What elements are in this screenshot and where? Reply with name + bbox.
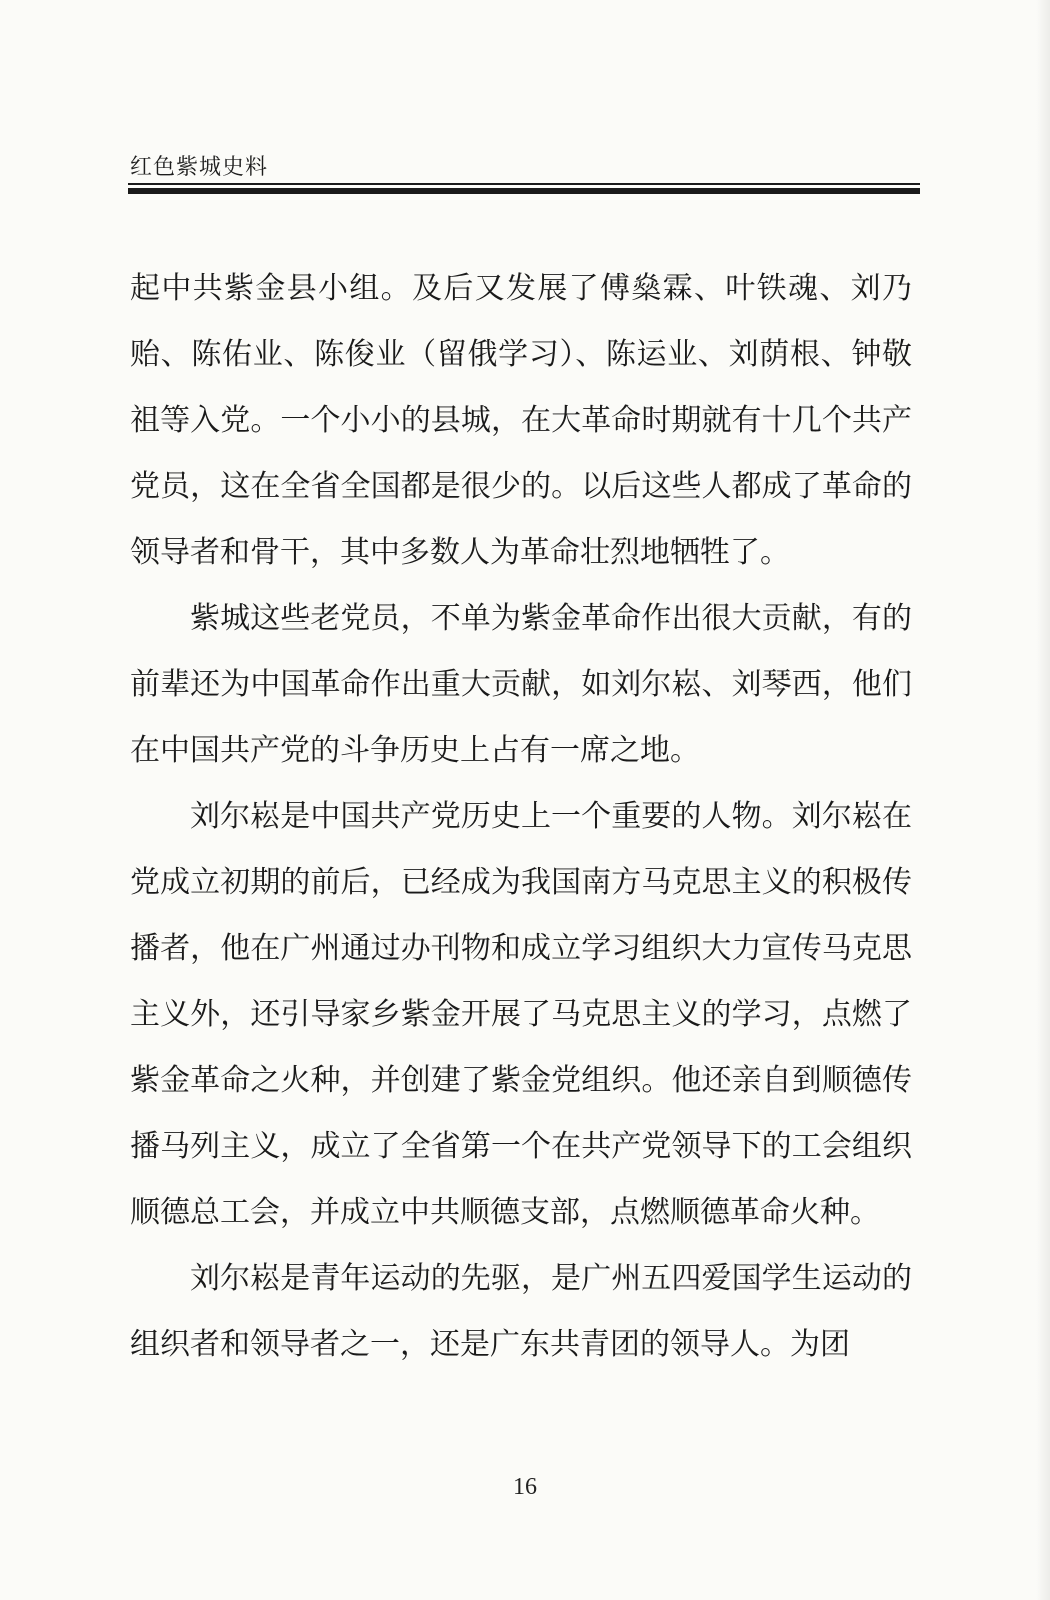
paragraph-liu-ersong-party-history: 刘尔崧是中国共产党历史上一个重要的人物。刘尔崧在党成立初期的前后，已经成为我国南方马克思主义的积极传播者，他在广州通过办刊物和成立学习组织大力宣传马克思主义外，还引导家乡紫金开展了马克思主义的学习，点燃了紫金革命之火种，并创建了紫金党组织。他还亲自到顺德传播马列主义，成立了全省第一个在共产党领导下的工会组织顺德总工会，并成立中共顺德支部，点燃顺德革命火种。 xyxy=(130,799,912,1230)
header-rule-thick xyxy=(128,188,920,194)
body-text xyxy=(130,256,912,1378)
page-edge-shadow xyxy=(1036,0,1050,1600)
running-head-title: 红色紫城史料 xyxy=(130,155,269,180)
paragraph-old-party-members: 紫城这些老党员，不单为紫金革命作出很大贡献，有的前辈还为中国革命作出重大贡献，如刘尔崧、刘琴西，他们在中国共产党的斗争历史上占有一席之地。 xyxy=(130,601,912,768)
paragraph-liu-ersong-youth-movement: 刘尔崧是青年运动的先驱，是广州五四爱国学生运动的组织者和领导者之一，还是广东共青团的领导人。为团 xyxy=(130,1261,912,1362)
page-number: 16 xyxy=(513,1474,537,1500)
paragraph-continued: 起中共紫金县小组。及后又发展了傅燊霖、叶铁魂、刘乃贻、陈佑业、陈俊业（留俄学习）、陈运业、刘荫根、钟敬祖等入党。一个小小的县城，在大革命时期就有十几个共产党员，这在全省全国都是很少的。以后这些人都成了革命的领导者和骨干，其中多数人为革命壮烈地牺牲了。 xyxy=(130,271,912,570)
header-rule-thin xyxy=(128,183,920,185)
